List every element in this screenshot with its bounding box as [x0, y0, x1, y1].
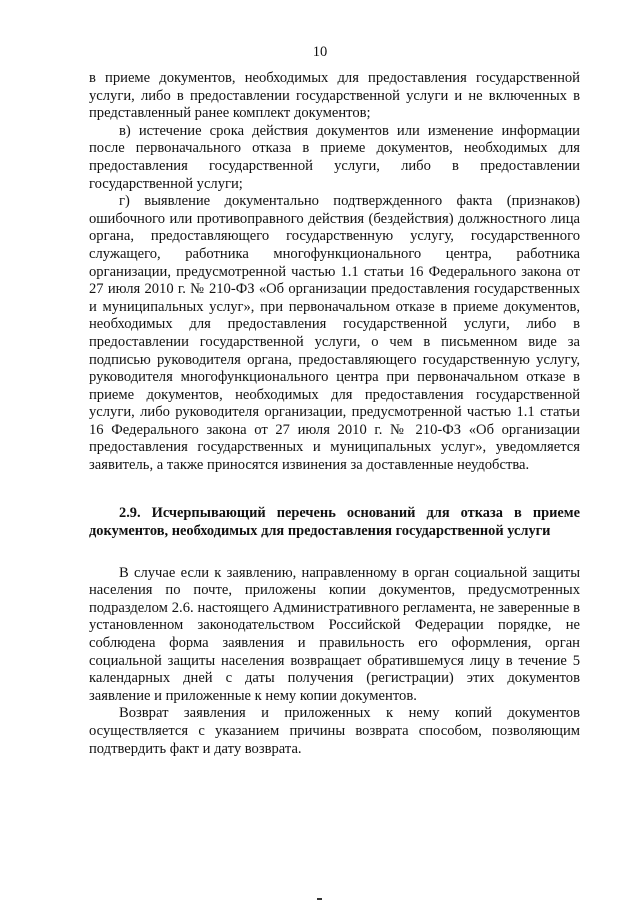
- page-number: 10: [312, 44, 328, 60]
- paragraph-item-g: г) выявление документально подтвержденного факта (признаков) ошибочного или противоправного действия (бездействия) должностного лица органа, предоставляющего государственную услугу, государственного служащего, работника многофункционального центра, работника организации, предусмотренной частью 1.1 статьи 16 Федерального закона от 27 июля 2010 г. № 210-ФЗ «Об организации предоставления государственных и муниципальных услуг», при первоначальном отказе в приеме документов, необходимых для предоставления государственной услуги, либо в предоставлении государственной услуги, о чем в письменном виде за подписью руководителя органа, предоставляющего государственную услугу, руководителя многофункционального центра при первоначальном отказе в приеме документов, необходимых для предоставления государственной услуги, либо руководителя организации, предусмотренной частью 1.1 статьи 16 Федерального закона от 27 июля 2010 г. № 210-ФЗ «Об организации предоставления государственных и муниципальных услуг», уведомляется заявитель, а также приносятся извинения за доставленные неудобства.: [89, 193, 580, 474]
- section-paragraph-1: В случае если к заявлению, направленному в орган социальной защиты населения по почте, приложены копии документов, предусмотренных подразделом 2.6. настоящего Административного регламента, не заверенные в установленном законодательством Российской Федерации порядке, не соблюдена форма заявления и правильность его оформления, орган социальной защиты населения возвращает обратившемуся лицу в течение 5 календарных дней с даты получения (регистрации) этих документов заявление и приложенные к нему копии документов.: [89, 564, 580, 704]
- paragraph-item-v: в) истечение срока действия документов или изменение информации после первоначального отказа в приеме документов, необходимых для предоставления государственной услуги, либо в предоставлении государственной услуги;: [89, 122, 580, 192]
- scan-mark: [317, 898, 322, 900]
- paragraph-continuation: в приеме документов, необходимых для предоставления государственной услуги, либо в предоставлении государственной услуги и не включенных в представленный ранее комплект документов;: [89, 70, 580, 122]
- document-body: [89, 70, 580, 758]
- section-heading: 2.9. Исчерпывающий перечень оснований для отказа в приеме документов, необходимых для предоставления государственной услуги: [89, 504, 580, 539]
- section-paragraph-2: Возврат заявления и приложенных к нему копий документов осуществляется с указанием причины возврата способом, позволяющим подтвердить факт и дату возврата.: [89, 705, 580, 757]
